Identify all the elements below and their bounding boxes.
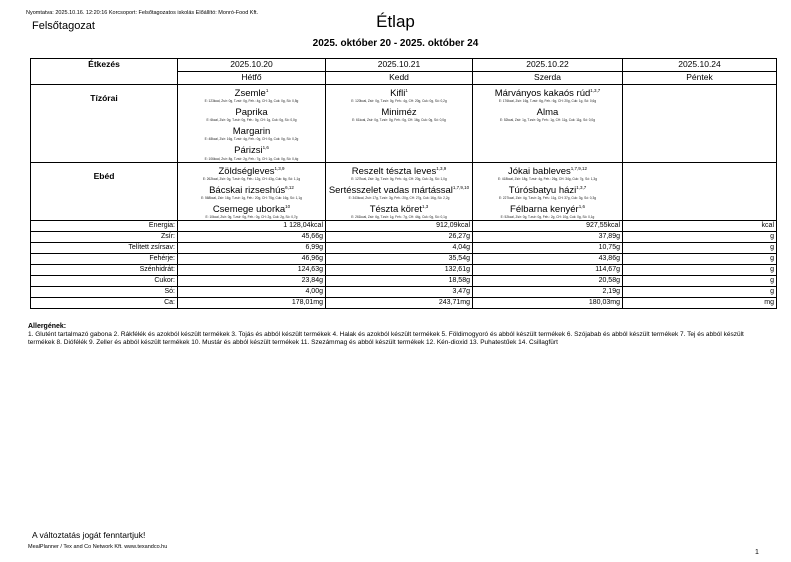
- nutrient-value: 243,71mg: [326, 298, 473, 309]
- day-menu-cell: [473, 85, 623, 163]
- nutrient-label: Só:: [31, 287, 178, 298]
- day-name: Kedd: [326, 72, 473, 85]
- nutrient-value: 46,96g: [178, 254, 326, 265]
- nutrient-value: 2,19g: [473, 287, 623, 298]
- day-name: Hétfő: [178, 72, 326, 85]
- rights-note: A változtatás jogát fenntartjuk!: [32, 530, 146, 540]
- nutrient-value: g: [623, 232, 777, 243]
- nutrient-value: g: [623, 287, 777, 298]
- nutrient-value: 1 128,04kcal: [178, 221, 326, 232]
- nutrient-value: 114,67g: [473, 265, 623, 276]
- nutrition-row: [31, 254, 777, 265]
- nutrient-value: g: [623, 254, 777, 265]
- nutrient-value: 912,09kcal: [326, 221, 473, 232]
- allergen-codes: 1: [405, 88, 408, 93]
- nutrient-value: 43,86g: [473, 254, 623, 265]
- dish: [475, 201, 620, 215]
- allergens-heading: Allergének:: [28, 323, 67, 330]
- nutrient-value: g: [623, 276, 777, 287]
- dish-name: Zsemle: [234, 88, 266, 100]
- dish-nutrition: E: 418kcal, Zsír: 18g, T.zsír: 4g, Feh.: 26g, CH: 34g, Cuk: 7g, Só: 1,3g: [498, 176, 597, 181]
- nutrient-value: 45,66g: [178, 232, 326, 243]
- allergen-codes: 1,6: [578, 203, 585, 209]
- allergen-codes: 1,3,9: [436, 165, 447, 171]
- day-menu-cell: [326, 162, 473, 220]
- dish: [180, 163, 323, 177]
- day-menu-cell: [326, 85, 473, 163]
- day-date: 2025.10.20: [178, 59, 326, 72]
- day-date: 2025.10.22: [473, 59, 623, 72]
- dish-name: Zöldségleves: [218, 165, 275, 177]
- nutrient-value: g: [623, 265, 777, 276]
- age-group: Felsőtagozat: [32, 20, 95, 32]
- dish-name: Alma: [536, 107, 559, 119]
- dish-name: Márványos kakaós rúd: [494, 88, 591, 100]
- nutrient-value: 132,61g: [326, 265, 473, 276]
- allergen-codes: 1,7,9,12: [570, 165, 588, 171]
- meal-label: Ebéd: [31, 162, 178, 220]
- nutrient-value: mg: [623, 298, 777, 309]
- nutrient-label: Fehérje:: [31, 254, 178, 265]
- dish-nutrition: E: 6kcal, Zsír: 0g, T.zsír: 0g, Feh.: 0g, CH: 1g, Cuk: 0g, Só: 0,0g: [206, 118, 297, 123]
- dish: [180, 201, 323, 215]
- meal-row: [31, 85, 777, 163]
- nutrient-label: Ca:: [31, 298, 178, 309]
- nutrient-value: 4,00g: [178, 287, 326, 298]
- allergen-codes: 6,12: [285, 184, 294, 190]
- dish: [475, 85, 620, 99]
- dish-name: Bácskai rizseshús: [209, 184, 286, 196]
- dish: [180, 104, 323, 118]
- dish-nutrition: E: 61kcal, Zsír: 0g, T.zsír: 0g, Feh.: 0g, CH: 16g, Cuk: 0g, Só: 0,0g: [352, 118, 446, 123]
- dish: [328, 182, 470, 196]
- nutrition-row: [31, 287, 777, 298]
- dish: [475, 104, 620, 118]
- nutrient-value: 927,55kcal: [473, 221, 623, 232]
- nutrition-row: [31, 276, 777, 287]
- dish: [328, 201, 470, 215]
- dish-nutrition: E: 176kcal, Zsír: 16g, T.zsír: 6g, Feh.: 6g, CH: 20g, Cuk: 1g, Só: 0,6g: [498, 99, 597, 104]
- nutrient-value: 18,58g: [326, 276, 473, 287]
- allergen-codes: 1,3: [422, 203, 429, 209]
- allergen-codes: 1,3,7: [576, 184, 587, 190]
- nutrition-row: [31, 265, 777, 276]
- dish: [180, 182, 323, 196]
- page-title: Étlap: [376, 12, 415, 31]
- dish-nutrition: E: 120kcal, Zsír: 0g, T.zsír: 0g, Feh.: 4g, CH: 20g, Cuk: 0g, Só: 0,2g: [351, 99, 447, 104]
- nutrient-label: Energia:: [31, 221, 178, 232]
- nutrient-value: 23,84g: [178, 276, 326, 287]
- allergen-codes: 1,7,9,10: [452, 184, 470, 190]
- dish-nutrition: E: 261kcal, Zsír: 6g, T.zsír: 1g, Feh.: 7g, CH: 44g, Cuk: 0g, Só: 0,1g: [351, 215, 447, 220]
- dish: [180, 123, 323, 137]
- day-menu-cell: [623, 162, 777, 220]
- dish: [475, 182, 620, 196]
- dish-nutrition: E: 48kcal, Zsír: 16g, T.zsír: 4g, Feh.: 0g, CH: 0g, Cuk: 0g, Só: 0,2g: [204, 137, 299, 142]
- nutrient-value: 37,89g: [473, 232, 623, 243]
- allergen-codes: 10: [285, 203, 291, 209]
- dish-name: Sertésszelet vadas mártással: [328, 184, 453, 196]
- dish-nutrition: E: 123kcal, Zsír: 0g, T.zsír: 0g, Feh.: 4g, CH: 3g, Cuk: 0g, Só: 0,5g: [204, 99, 299, 104]
- day-date: 2025.10.24: [623, 59, 777, 72]
- nutrition-row: [31, 298, 777, 309]
- nutrition-row: [31, 232, 777, 243]
- day-name: Péntek: [623, 72, 777, 85]
- dish-nutrition: E: 262kcal, Zsír: 0g, T.zsír: 0g, Feh.: 12g, CH: 43g, Cuk: 6g, Só: 1,1g: [202, 176, 301, 181]
- allergen-codes: 1,3,7: [590, 88, 601, 93]
- dish: [475, 163, 620, 177]
- day-menu-cell: [178, 85, 326, 163]
- nutrient-value: g: [623, 243, 777, 254]
- print-info: Nyomtatva: 2025.10.16. 12:20:16 Korcsoport: Felsőtagozatos iskolás Előállító: Monró-Food Kft.: [26, 10, 259, 16]
- meal-column-header: Étkezés: [31, 59, 178, 85]
- dish-name: Túrósbatyu házi: [508, 184, 577, 196]
- page-number: 1: [755, 549, 759, 556]
- nutrient-value: 10,75g: [473, 243, 623, 254]
- nutrient-value: 178,01mg: [178, 298, 326, 309]
- dish-nutrition: E: 343kcal, Zsír: 17g, T.zsír: 3g, Feh.: 20g, CH: 27g, Cuk: 16g, Só: 2,2g: [348, 195, 450, 200]
- nutrient-value: 180,03mg: [473, 298, 623, 309]
- day-menu-cell: [623, 85, 777, 163]
- meal-label: Tízórai: [31, 85, 178, 163]
- dish-name: Tészta köret: [369, 204, 422, 216]
- day-menu-cell: [473, 162, 623, 220]
- dish: [328, 163, 470, 177]
- credit: MealPlanner / Tex and Co Network Kft. www.texandco.hu: [28, 544, 168, 550]
- dish-name: Jókai bableves: [507, 165, 571, 177]
- nutrient-value: 26,27g: [326, 232, 473, 243]
- dish-name: Félbarna kenyér: [510, 204, 579, 216]
- dish: [180, 85, 323, 99]
- nutrient-label: Szénhidrát:: [31, 265, 178, 276]
- nutrient-label: Telített zsírsav:: [31, 243, 178, 254]
- allergen-codes: 1,3,9: [274, 165, 285, 171]
- dish-name: Margarin: [232, 126, 271, 138]
- day-name: Szerda: [473, 72, 623, 85]
- dish-name: Párizsi: [234, 145, 263, 157]
- dish-nutrition: E: 127kcal, Zsír: 3g, T.zsír: 0g, Feh.: 4g, CH: 20g, Cuk: 2g, Só: 1,0g: [351, 176, 447, 181]
- dish: [180, 142, 323, 156]
- nutrient-value: 35,54g: [326, 254, 473, 265]
- meal-row: [31, 162, 777, 220]
- nutrition-row: [31, 221, 777, 232]
- nutrient-value: kcal: [623, 221, 777, 232]
- nutrient-value: 124,63g: [178, 265, 326, 276]
- dish-name: Reszelt tészta leves: [351, 165, 437, 177]
- day-date: 2025.10.21: [326, 59, 473, 72]
- dish: [328, 85, 470, 99]
- nutrient-label: Cukor:: [31, 276, 178, 287]
- allergen-codes: 1: [265, 88, 269, 93]
- nutrient-value: 6,99g: [178, 243, 326, 254]
- allergen-codes: 1,6: [262, 145, 269, 151]
- dish-name: Paprika: [235, 107, 268, 119]
- nutrient-value: 4,04g: [326, 243, 473, 254]
- dish-nutrition: E: 568kcal, Zsír: 16g, T.zsír: 1g, Feh.: 20g, CH: 75g, Cuk: 16g, Só: 1,1g: [201, 195, 302, 200]
- dish-name: Csemege uborka: [212, 204, 286, 216]
- nutrient-label: Zsír:: [31, 232, 178, 243]
- nutrition-row: [31, 243, 777, 254]
- dish-nutrition: E: 52kcal, Zsír: 0g, T.zsír: 0g, Feh.: 2g, CH: 10g, Cuk: 0g, Só: 0,1g: [500, 215, 595, 220]
- dish-nutrition: E: 106kcal, Zsír: 8g, T.zsír: 2g, Feh.: 7g, CH: 1g, Cuk: 0g, Só: 0,4g: [204, 156, 299, 161]
- date-range: 2025. október 20 - 2025. október 24: [312, 38, 479, 49]
- menu-table: [30, 58, 777, 309]
- nutrient-value: 3,47g: [326, 287, 473, 298]
- dish-nutrition: E: 52kcal, Zsír: 1g, T.zsír: 0g, Feh.: 1g, CH: 11g, Cuk: 11g, Só: 0,0g: [500, 118, 595, 123]
- dish-name: Kifli: [390, 88, 406, 100]
- dish: [328, 104, 470, 118]
- dish-name: Miniméz: [381, 107, 417, 119]
- dish-nutrition: E: 10kcal, Zsír: 0g, T.zsír: 0g, Feh.: 0g, CH: 2g, Cuk: 2g, Só: 0,7g: [205, 215, 298, 220]
- allergens-list: 1. Glutént tartalmazó gabona 2. Rákfélék és azokból készült termékek 3. Tojás és abból készült termékek 4. Halak és azokból készült termékek 5. Földimogyoró és abból készült termékek 6. Szójabab és abból készült termékek 7. Tej és abból készült termékek 8. Diófélék 9. Zeller és abból készült termékek 10. Mustár és abból készült termékek 11. Szezámmag és abból készült termékek 12. Kén-dioxid 13. Puhatestűek 14. Csillagfürt: [28, 331, 744, 346]
- nutrient-value: 20,58g: [473, 276, 623, 287]
- dish-nutrition: E: 227kcal, Zsír: 4g, T.zsír: 2g, Feh.: 11g, CH: 37g, Cuk: 3g, Só: 0,3g: [499, 195, 596, 200]
- day-menu-cell: [178, 162, 326, 220]
